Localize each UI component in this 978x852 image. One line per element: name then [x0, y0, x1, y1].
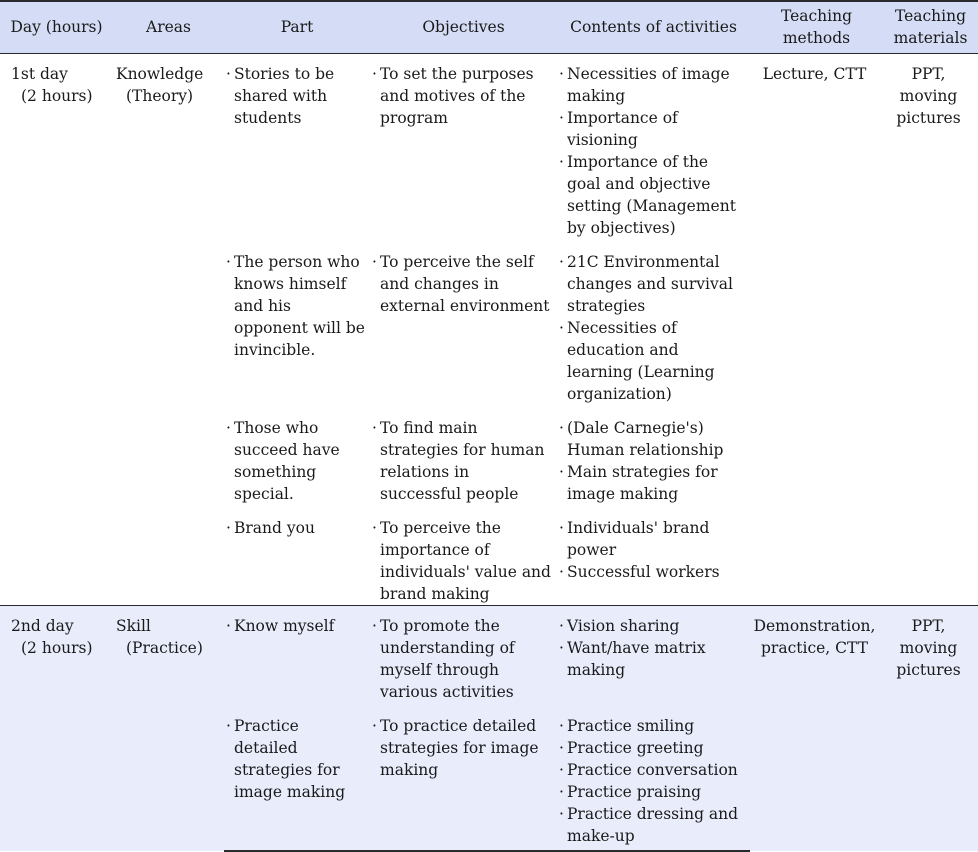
part-text: · Stories to be shared with students: [224, 63, 366, 129]
header-areas: Areas: [113, 1, 224, 53]
objective-cell: [370, 703, 557, 851]
content-item: · Want/have matrix making: [557, 637, 746, 681]
contents-cell: [557, 605, 750, 703]
contents-cell: [557, 53, 750, 239]
objective-cell: [370, 239, 557, 405]
day1-materials: [883, 53, 978, 605]
content-item: · Individuals' brand power: [557, 517, 746, 561]
header-part: Part: [224, 1, 370, 53]
objective-text: · To promote the understanding of myself through various activities: [370, 615, 553, 703]
objective-cell: [370, 53, 557, 239]
part-text: · The person who knows himself and his opponent will be invincible.: [224, 251, 366, 361]
contents-cell: [557, 405, 750, 505]
part-text: · Practice detailed strategies for image making: [224, 715, 366, 803]
day1-area-sub: (Theory): [126, 86, 194, 105]
materials-line: moving: [899, 638, 958, 657]
content-item: · (Dale Carnegie's) Human relationship: [557, 417, 746, 461]
header-day: Day (hours): [0, 1, 113, 53]
header-methods-line1: Teaching: [780, 7, 853, 26]
objective-text: · To set the purposes and motives of the program: [370, 63, 553, 129]
content-item: · Main strategies for image making: [557, 461, 746, 505]
header-materials-line2: materials: [893, 29, 968, 48]
day1-area: Knowledge: [116, 64, 204, 83]
materials-line: PPT,: [911, 616, 946, 635]
content-item: · Practice dressing and make-up: [557, 803, 746, 847]
header-objectives: Objectives: [370, 1, 557, 53]
part-cell: [224, 239, 370, 405]
objective-text: · To practice detailed strategies for image making: [370, 715, 553, 781]
day2-area-cell: [113, 605, 224, 851]
day2-area-sub: (Practice): [126, 638, 203, 657]
content-item: · Practice conversation: [557, 759, 746, 781]
day2-materials: [883, 605, 978, 851]
content-item: · Successful workers: [557, 561, 746, 583]
part-cell: [224, 405, 370, 505]
contents-cell: [557, 703, 750, 851]
materials-line: pictures: [896, 660, 961, 679]
materials-line: moving: [899, 86, 958, 105]
content-item: · Necessities of education and learning (Learning organization): [557, 317, 746, 405]
part-cell: [224, 505, 370, 606]
content-item: · Importance of visioning: [557, 107, 746, 151]
objective-cell: [370, 505, 557, 606]
content-item: · Practice praising: [557, 781, 746, 803]
day2-area: Skill: [116, 616, 151, 635]
materials-line: PPT,: [911, 64, 946, 83]
content-item: · 21C Environmental changes and survival strategies: [557, 251, 746, 317]
header-contents: Contents of activities: [557, 1, 750, 53]
objective-text: · To perceive the self and changes in external environment: [370, 251, 553, 317]
objective-text: · To perceive the importance of individuals' value and brand making: [370, 517, 553, 605]
content-item: · Practice smiling: [557, 715, 746, 737]
day1-cell: [0, 53, 113, 605]
day2-methods: [750, 605, 883, 851]
day2-cell: [0, 605, 113, 851]
day1-area-cell: [113, 53, 224, 605]
header-row: [0, 1, 978, 53]
part-cell: [224, 605, 370, 703]
objective-cell: [370, 605, 557, 703]
table-row: [0, 605, 978, 703]
content-item: · Necessities of image making: [557, 63, 746, 107]
content-item: · Practice greeting: [557, 737, 746, 759]
objective-cell: [370, 405, 557, 505]
part-cell: [224, 703, 370, 851]
part-text: · Brand you: [224, 517, 366, 539]
objective-text: · To find main strategies for human relations in successful people: [370, 417, 553, 505]
header-methods-line2: methods: [782, 29, 851, 48]
header-teaching-methods: [750, 1, 883, 53]
day2-label: 2nd day: [11, 616, 74, 635]
part-text: · Those who succeed have something special.: [224, 417, 366, 505]
content-item: · Importance of the goal and objective setting (Management by objectives): [557, 151, 746, 239]
day1-label: 1st day: [11, 64, 68, 83]
methods-line: practice, CTT: [761, 638, 868, 657]
contents-cell: [557, 505, 750, 606]
contents-cell: [557, 239, 750, 405]
day1-hours: (2 hours): [21, 86, 93, 105]
part-text: · Know myself: [224, 615, 366, 637]
header-materials-line1: Teaching: [894, 7, 967, 26]
content-item: · Vision sharing: [557, 615, 746, 637]
day2-hours: (2 hours): [21, 638, 93, 657]
table-row: [0, 53, 978, 239]
day1-methods: Lecture, CTT: [762, 64, 867, 83]
materials-line: pictures: [896, 108, 961, 127]
header-teaching-materials: [883, 1, 978, 53]
part-cell: [224, 53, 370, 239]
methods-line: Demonstration,: [753, 616, 876, 635]
